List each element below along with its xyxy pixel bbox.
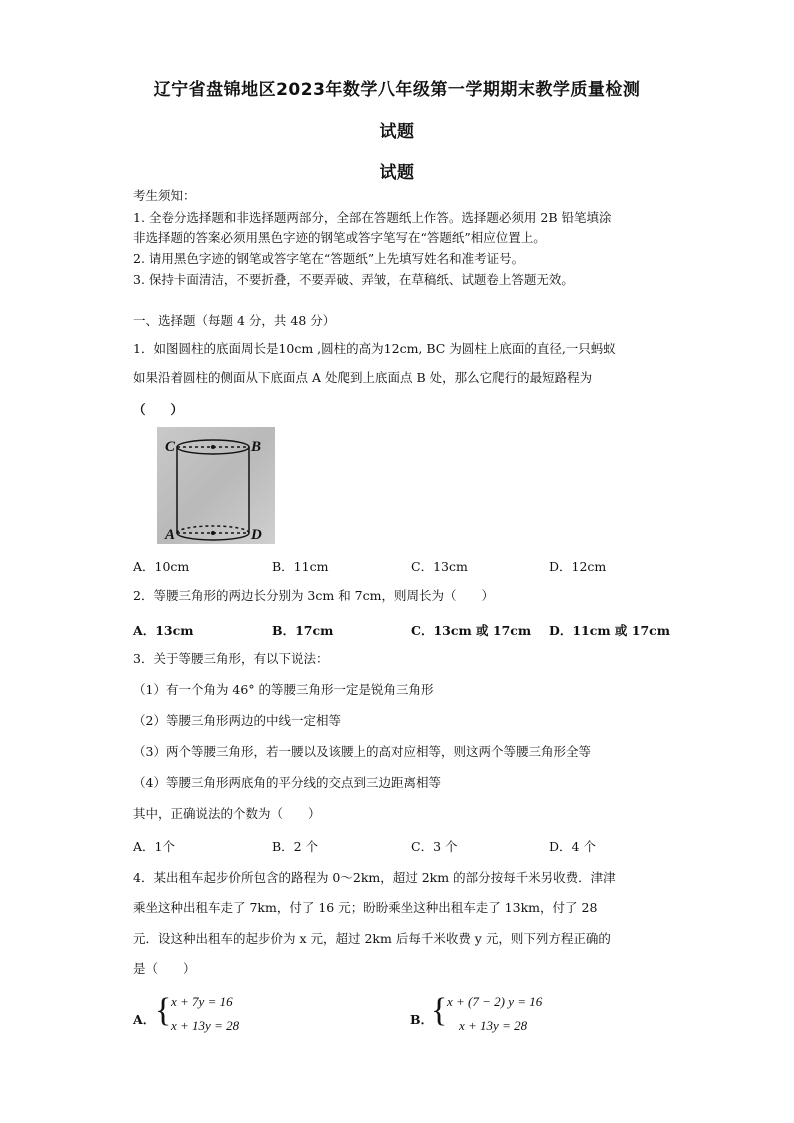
exam-title-line1: 辽宁省盘锦地区2023年数学八年级第一学期期末教学质量检测 [153,80,641,100]
q4-line4: 是（ ） [133,961,196,976]
q4-line2: 乘坐这种出租车走了 7km，付了 16 元；盼盼乘坐这种出租车走了 13km，付了 28 [133,900,598,915]
q4-line3: 元．设这种出租车的起步价为 x 元，超过 2km 后每千米收费 y 元，则下列方程正确的 [133,931,611,946]
cylinder-figure [157,427,275,544]
q3-item-4: （4）等腰三角形两底角的平分线的交点到三边距离相等 [133,775,441,790]
label-b: B [251,439,262,455]
label-a: A [165,527,176,543]
notice-heading: 考生须知： [133,188,196,203]
q4-option-a-system [155,992,275,1040]
q1-option-a: A．10cm [133,559,190,574]
q3-option-d: D．4 个 [549,839,596,854]
q4-option-a-eq2: x + 13y = 28 [171,1018,240,1033]
q4-option-b-label: B． [410,1012,434,1027]
q1-option-d: D．12cm [549,559,607,574]
brace-icon: { [431,992,448,1029]
q3-item-2: （2）等腰三角形两边的中线一定相等 [133,713,341,728]
q2-option-b: B．17cm [272,623,334,638]
label-d: D [251,527,262,543]
brace-icon: { [155,992,172,1029]
q4-line1: 4．某出租车起步价所包含的路程为 0～2km，超过 2km 的部分按每千米另收费．津津 [133,870,616,885]
q1-option-b: B．11cm [272,559,329,574]
q2-option-c: C．13cm 或 17cm [411,623,532,638]
q4-option-b-eq2: x + 13y = 28 [459,1018,528,1033]
q3-option-b: B．2 个 [272,839,319,854]
notice-item-1-cont: 非选择题的答案必须用黑色字迹的钢笔或答字笔写在“答题纸”相应位置上。 [133,230,546,245]
q4-option-a-eq1: x + 7y = 16 [171,994,233,1009]
top-center-dot [211,445,215,449]
bottom-center-dot [211,531,215,535]
q1-option-c: C．13cm [411,559,468,574]
q1-answer-bracket: （ ） [133,402,184,417]
q3-option-c: C．3 个 [411,839,458,854]
q3-option-a: A．1个 [133,839,175,854]
q1-line2: 如果沿着圆柱的侧面从下底面点 A 处爬到上底面点 B 处，那么它爬行的最短路程为 [133,370,593,385]
q1-line1: 1．如图圆柱的底面周长是10cm ,圆柱的高为12cm, BC 为圆柱上底面的直径,一只蚂蚁 [133,341,616,356]
q3-item-3: （3）两个等腰三角形，若一腰以及该腰上的高对应相等，则这两个等腰三角形全等 [133,744,591,759]
exam-title-line3: 试题 [379,163,415,183]
q2-option-a: A．13cm [133,623,194,638]
label-c: C [165,439,176,455]
section-heading: 一、选择题（每题 4 分，共 48 分） [133,313,336,328]
q2-text: 2．等腰三角形的两边长分别为 3cm 和 7cm，则周长为（ ） [133,588,494,603]
q3-item-1: （1）有一个角为 46° 的等腰三角形一定是锐角三角形 [133,682,434,697]
q3-ask: 其中，正确说法的个数为（ ） [133,806,321,821]
q4-option-b-eq1: x + (7 − 2) y = 16 [447,994,543,1009]
q4-option-b-system [431,992,581,1040]
notice-item-2: 2. 请用黑色字迹的钢笔或答字笔在“答题纸”上先填写姓名和准考证号。 [133,251,525,266]
q3-text: 3．关于等腰三角形，有以下说法： [133,651,329,666]
q4-option-a-label: A． [133,1012,156,1027]
notice-item-3: 3. 保持卡面清洁，不要折叠，不要弄破、弄皱，在草稿纸、试题卷上答题无效。 [133,272,574,287]
exam-title-line2: 试题 [379,122,415,142]
notice-item-1: 1. 全卷分选择题和非选择题两部分，全部在答题纸上作答。选择题必须用 2B 铅笔填涂 [133,210,612,225]
q2-option-d: D．11cm 或 17cm [549,623,671,638]
